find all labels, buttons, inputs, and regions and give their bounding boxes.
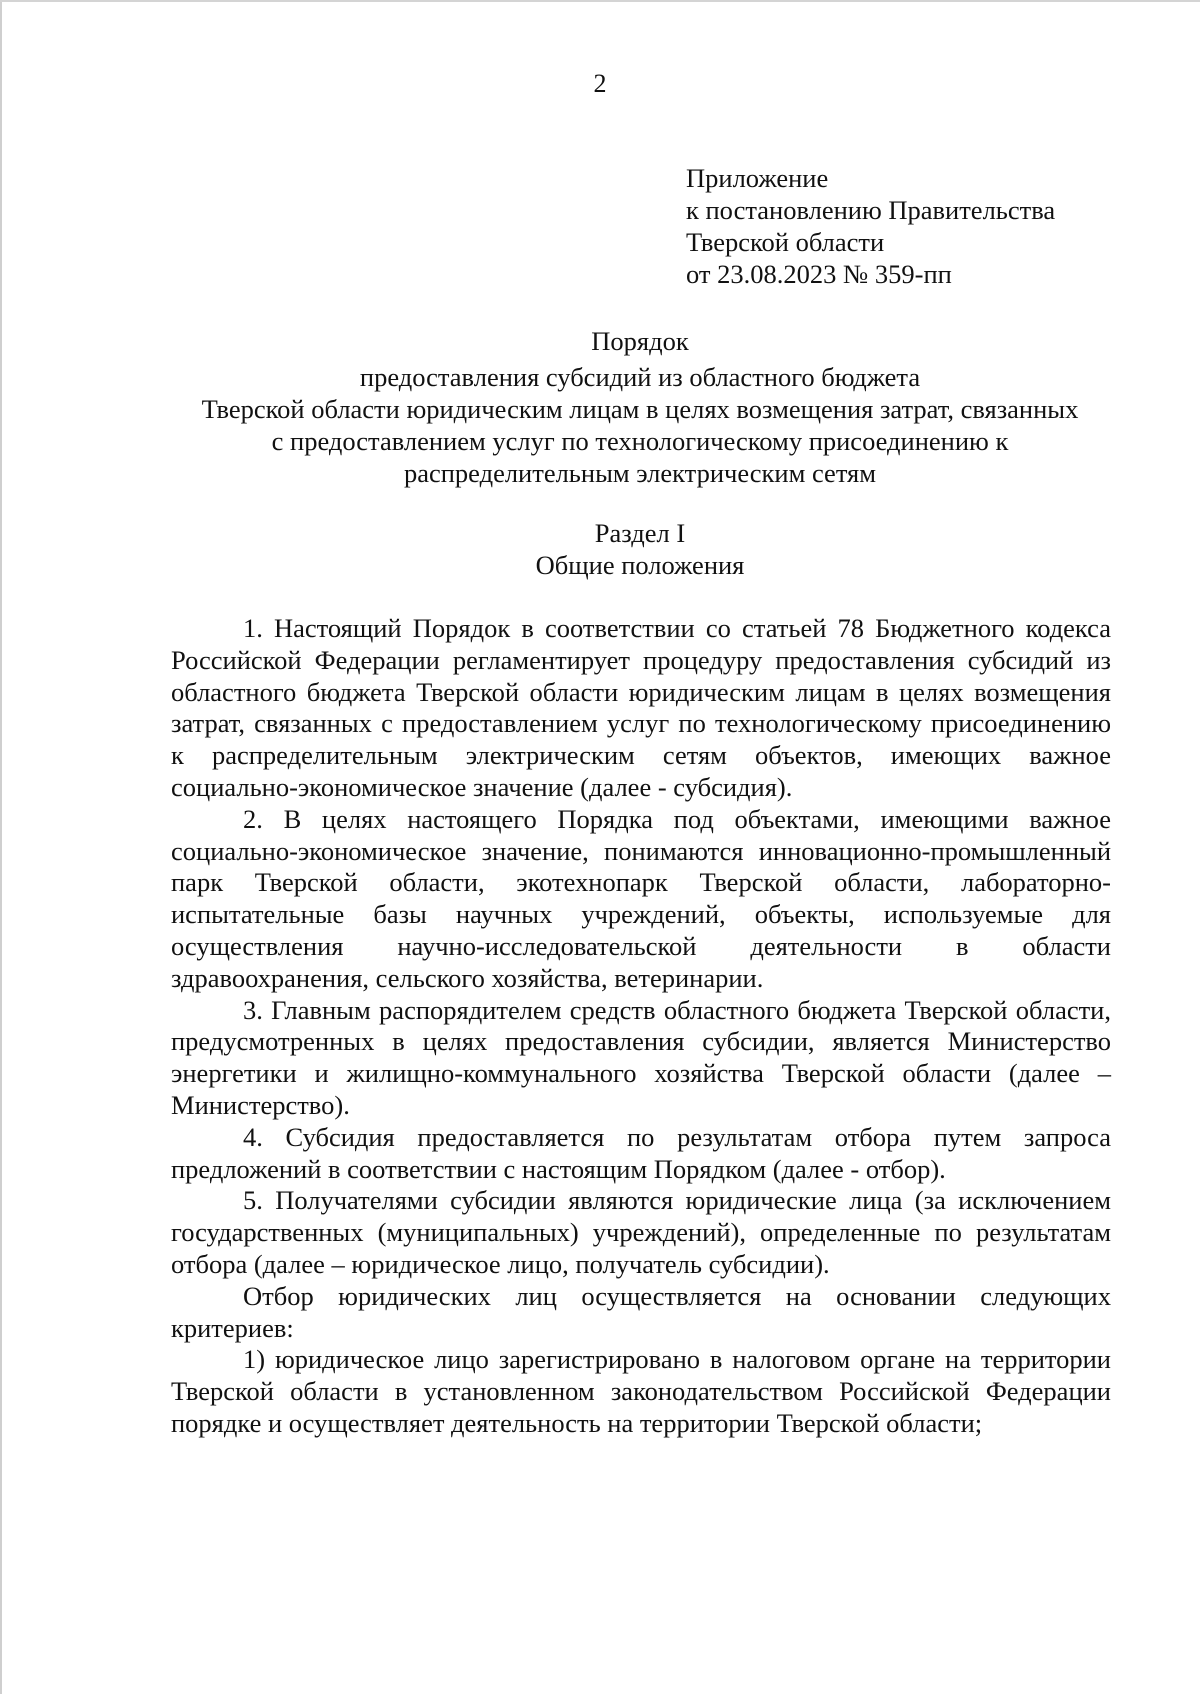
- paragraph-4: 4. Субсидия предоставляется по результатам отбора путем запроса предложений в соответствии с настоящим Порядком (далее - отбор).: [171, 1121, 1111, 1184]
- appendix-line: Приложение: [686, 163, 829, 193]
- title-name: Порядок: [591, 326, 689, 356]
- appendix-block: [686, 162, 1146, 290]
- appendix-line: от 23.08.2023 № 359-пп: [686, 259, 952, 289]
- scan-edge-left: [0, 0, 2, 1694]
- page-number: 2: [593, 69, 607, 98]
- document-title: [150, 325, 1130, 489]
- appendix-line: Тверской области: [686, 227, 885, 257]
- title-line: Тверской области юридическим лицам в целях возмещения затрат, связанных: [201, 394, 1079, 424]
- title-line: распределительным электрическим сетям: [403, 458, 877, 488]
- scan-edge-top: [0, 0, 1200, 2]
- section-number: Раздел I: [594, 518, 686, 548]
- title-line: предоставления субсидий из областного бюджета: [359, 362, 921, 392]
- paragraph-3: 3. Главным распорядителем средств областного бюджета Тверской области, предусмотренных в целях предоставления субсидии, является Министерство энергетики и жилищно-коммунального хозяйства Тверской области (далее – Министерство).: [171, 994, 1111, 1120]
- paragraph-criterion-1: 1) юридическое лицо зарегистрировано в налоговом органе на территории Тверской области в установленном законодательством Российской Федерации порядке и осуществляет деятельность на территории Тверской области;: [171, 1344, 1111, 1438]
- paragraph-criteria-intro: Отбор юридических лиц осуществляется на основании следующих критериев:: [171, 1280, 1111, 1343]
- section-heading: [150, 517, 1130, 581]
- title-line: с предоставлением услуг по технологическому присоединению к: [271, 426, 1009, 456]
- section-name: Общие положения: [535, 550, 745, 580]
- paragraph-5: 5. Получателями субсидии являются юридические лица (за исключением государственных (муниципальных) учреждений), определенные по результатам отбора (далее – юридическое лицо, получатель субсидии).: [171, 1185, 1111, 1279]
- paragraph-1: 1. Настоящий Порядок в соответствии со статьей 78 Бюджетного кодекса Российской Федерации регламентирует процедуру предоставления субсидий из областного бюджета Тверской области юридическим лицам в целях возмещения затрат, связанных с предоставлением услуг по технологическому присоединению к распределительным электрическим сетям объектов, имеющих важное социально-экономическое значение (далее - субсидия).: [171, 613, 1111, 802]
- paragraph-2: 2. В целях настоящего Порядка под объектами, имеющими важное социально-экономическое значение, понимаются инновационно-промышленный парк Тверской области, экотехнопарк Тверской области, лабораторно-испытательные базы научных учреждений, объекты, используемые для осуществления научно-исследовательской деятельности в области здравоохранения, сельского хозяйства, ветеринарии.: [171, 803, 1111, 993]
- appendix-line: к постановлению Правительства: [686, 195, 1056, 225]
- document-body: [171, 613, 1111, 1440]
